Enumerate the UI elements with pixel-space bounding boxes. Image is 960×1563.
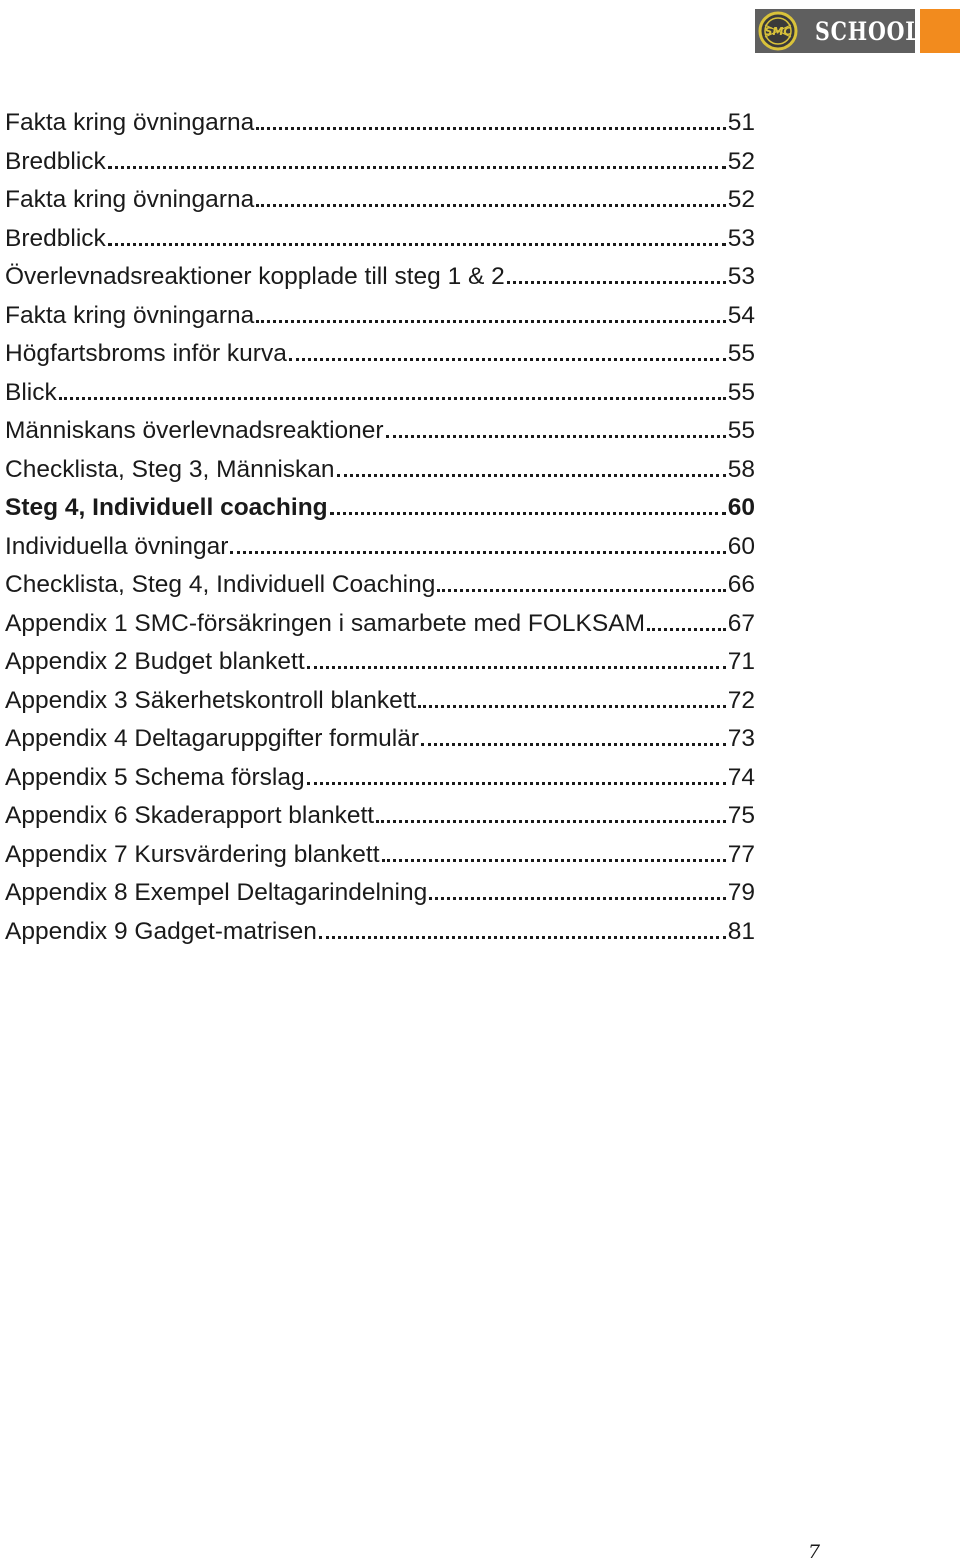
toc-entry-page: 71: [727, 648, 755, 675]
toc-entry[interactable]: [5, 720, 755, 759]
logo-text: SCHOOL: [815, 16, 921, 46]
toc-leader-dots: [230, 551, 725, 554]
toc-entry-page: 75: [727, 802, 755, 829]
toc-entry-page: 60: [727, 494, 755, 521]
toc-entry-page: 79: [727, 879, 755, 906]
toc-entry-page: 54: [727, 301, 755, 329]
toc-entry[interactable]: [5, 682, 755, 721]
toc-leader-dots: [386, 435, 726, 438]
smc-badge-text: SMC: [764, 25, 792, 38]
toc-leader-dots: [108, 166, 726, 169]
toc-entry-label: Steg 4, Individuell coaching: [5, 494, 328, 521]
toc-leader-dots: [319, 936, 726, 939]
toc-entry-page: 60: [727, 532, 755, 560]
toc-entry[interactable]: [5, 104, 755, 143]
logo-accent-bar: [920, 9, 960, 53]
toc-entry-label: Appendix 6 Skaderapport blankett: [5, 802, 375, 829]
toc-entry-page: 72: [727, 686, 755, 714]
smc-school-logo: [755, 9, 960, 53]
toc-entry[interactable]: [5, 913, 755, 952]
toc-entry-page: 53: [727, 224, 755, 252]
toc-entry-page: 51: [727, 109, 755, 136]
toc-entry[interactable]: [5, 412, 755, 451]
toc-entry[interactable]: [5, 874, 755, 913]
toc-leader-dots: [289, 358, 726, 361]
toc-entry[interactable]: [5, 605, 755, 644]
toc-entry-label: Appendix 2 Budget blankett: [5, 648, 305, 675]
toc-entry[interactable]: [5, 451, 755, 490]
toc-entry-label: Appendix 4 Deltagaruppgifter formulär: [5, 725, 420, 752]
toc-entry-label: Appendix 9 Gadget-matrisen: [5, 917, 317, 945]
toc-entry-page: 55: [727, 417, 755, 444]
toc-entry-page: 58: [727, 455, 755, 483]
toc-leader-dots: [307, 782, 726, 785]
toc-entry-label: Fakta kring övningarna: [5, 186, 255, 213]
toc-entry-label: Människans överlevnadsreaktioner: [5, 417, 384, 444]
toc-leader-dots: [437, 589, 725, 592]
toc-leader-dots: [256, 127, 726, 130]
toc-leader-dots: [330, 512, 726, 515]
toc-entry-page: 67: [727, 609, 755, 637]
toc-leader-dots: [337, 474, 726, 477]
toc-entry-label: Blick: [5, 378, 57, 406]
toc-entry-label: Appendix 1 SMC-försäkringen i samarbete med FOLKSAM: [5, 609, 645, 637]
smc-badge-icon: [755, 9, 801, 53]
toc-leader-dots: [429, 897, 726, 900]
table-of-contents: [5, 104, 755, 951]
toc-leader-dots: [59, 397, 726, 400]
toc-entry-page: 81: [727, 917, 755, 945]
toc-entry[interactable]: [5, 335, 755, 374]
toc-leader-dots: [108, 243, 726, 246]
toc-entry-label: Fakta kring övningarna: [5, 301, 255, 329]
toc-entry-page: 74: [727, 763, 755, 791]
toc-entry-page: 66: [727, 571, 755, 598]
toc-entry-label: Appendix 3 Säkerhetskontroll blankett: [5, 686, 417, 714]
toc-entry[interactable]: [5, 143, 755, 182]
toc-leader-dots: [418, 705, 725, 708]
toc-leader-dots: [307, 666, 726, 669]
toc-entry[interactable]: [5, 836, 755, 875]
toc-entry-label: Högfartsbroms inför kurva: [5, 340, 287, 367]
toc-entry-label: Bredblick: [5, 147, 106, 175]
toc-leader-dots: [256, 320, 726, 323]
toc-leader-dots: [382, 859, 726, 862]
toc-entry[interactable]: [5, 297, 755, 336]
toc-entry-page: 55: [727, 340, 755, 367]
toc-entry[interactable]: [5, 489, 755, 528]
toc-entry-label: Checklista, Steg 3, Människan: [5, 455, 335, 483]
toc-leader-dots: [647, 628, 726, 631]
logo-main-panel: [755, 9, 921, 53]
page-number: 7: [808, 1541, 821, 1563]
toc-entry-label: Appendix 8 Exempel Deltagarindelning: [5, 879, 428, 906]
toc-entry[interactable]: [5, 258, 755, 297]
toc-entry-label: Överlevnadsreaktioner kopplade till steg 1 & 2: [5, 263, 505, 290]
toc-entry-page: 77: [727, 840, 755, 868]
toc-entry[interactable]: [5, 759, 755, 798]
toc-entry[interactable]: [5, 181, 755, 220]
toc-leader-dots: [256, 204, 726, 207]
toc-entry-page: 52: [727, 186, 755, 213]
toc-entry[interactable]: [5, 220, 755, 259]
toc-entry[interactable]: [5, 566, 755, 605]
toc-leader-dots: [376, 820, 726, 823]
toc-leader-dots: [507, 281, 726, 284]
toc-entry[interactable]: [5, 374, 755, 413]
toc-entry-page: 73: [727, 725, 755, 752]
toc-leader-dots: [421, 743, 726, 746]
toc-entry-label: Appendix 7 Kursvärdering blankett: [5, 840, 380, 868]
toc-entry-label: Appendix 5 Schema förslag: [5, 763, 305, 791]
toc-entry[interactable]: [5, 528, 755, 567]
toc-entry-label: Bredblick: [5, 224, 106, 252]
toc-entry-page: 53: [727, 263, 755, 290]
toc-entry-label: Individuella övningar: [5, 532, 229, 560]
toc-entry-page: 55: [727, 378, 755, 406]
toc-entry[interactable]: [5, 797, 755, 836]
toc-entry-label: Fakta kring övningarna: [5, 109, 255, 136]
toc-entry-label: Checklista, Steg 4, Individuell Coaching: [5, 571, 436, 598]
toc-entry[interactable]: [5, 643, 755, 682]
toc-entry-page: 52: [727, 147, 755, 175]
